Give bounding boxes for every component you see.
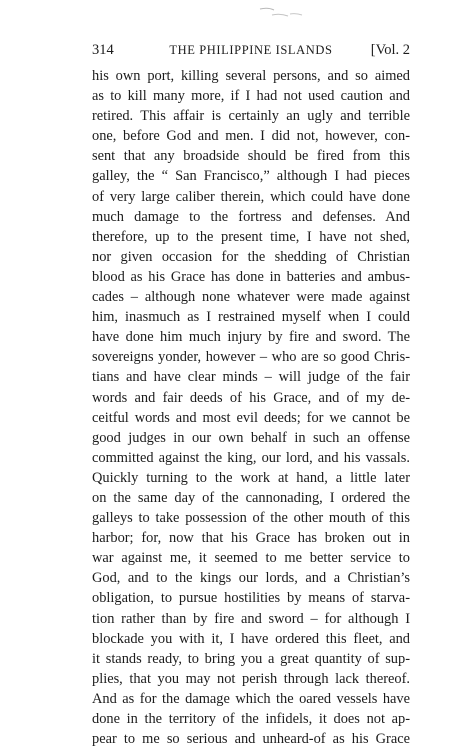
- text-line: Quickly turning to the work at hand, a little later: [92, 469, 410, 486]
- text-line: tion rather than by fire and sword – for although I: [92, 610, 410, 627]
- text-line: cades – although none whatever were made against: [92, 289, 410, 306]
- text-line: ceitful words and most evil deeds; for we cannot be: [92, 409, 410, 426]
- text-line: nor given occasion for the shedding of Christian: [92, 248, 410, 265]
- text-line: blockade you with it, I have ordered this fleet, and: [92, 630, 410, 647]
- text-line: tians and have clear minds – will judge of the fair: [92, 369, 410, 386]
- text-line: much damage to the fortress and defenses. And: [92, 208, 410, 225]
- text-line: sovereigns yonder, however – who are so good Chris-: [92, 349, 410, 366]
- text-line: of very large caliber therein, which could have done: [92, 188, 410, 205]
- running-header: [92, 40, 410, 60]
- text-line: harbor; for, now that his Grace has broken out in: [92, 530, 410, 547]
- text-line: galley, the “ San Francisco,” although I had pieces: [92, 168, 410, 185]
- text-line: therefore, up to the present time, I have not shed,: [92, 228, 410, 245]
- text-line: good judges in our own behalf in such an offense: [92, 429, 410, 446]
- text-line: blood as his Grace has done in batteries and ambus-: [92, 268, 410, 285]
- text-line: one, before God and men. I did not, however, con-: [92, 128, 410, 145]
- text-line: done in the territory of the infidels, it does not ap-: [92, 711, 410, 727]
- text-line: on the same day of the cannonading, I ordered the: [92, 489, 410, 506]
- text-line: plies, that you may not perish through lack thereof.: [92, 670, 410, 687]
- text-line: committed against the king, our lord, and his vassals.: [92, 449, 410, 466]
- text-line: him, inasmuch as I restrained myself when I could: [92, 309, 410, 326]
- text-line: his own port, killing several persons, and so aimed: [92, 68, 410, 84]
- text-line: And as for the damage which the oared vessels have: [92, 690, 410, 707]
- text-line: war against me, it seemed to me better service to: [92, 550, 410, 567]
- page-number: 314: [92, 42, 114, 58]
- running-title: THE PHILIPPINE ISLANDS: [169, 43, 333, 57]
- text-line: pear to me so serious and unheard-of as his Grace: [92, 731, 410, 748]
- page-smudge-mark: [258, 6, 306, 20]
- text-line: have done him much injury by fire and sword. The: [92, 329, 410, 346]
- text-line: sent that any broadside should be fired from this: [92, 148, 410, 165]
- text-line: words and fair deeds of his Grace, and of my de-: [92, 389, 410, 406]
- text-line: as to kill many more, if I had not used caution and: [92, 88, 410, 105]
- text-line: retired. This affair is certainly an ugly and terrible: [92, 108, 410, 125]
- volume-label: [Vol. 2: [370, 42, 410, 58]
- text-line: it stands ready, to bring you a great quantity of sup-: [92, 650, 410, 667]
- text-line: obligation, to pursue hostilities by means of starva-: [92, 590, 410, 607]
- text-line: galleys to take possession of the other mouth of this: [92, 510, 410, 527]
- body-text: [92, 66, 410, 749]
- text-line: God, and to the kings our lords, and a Christian’s: [92, 570, 410, 587]
